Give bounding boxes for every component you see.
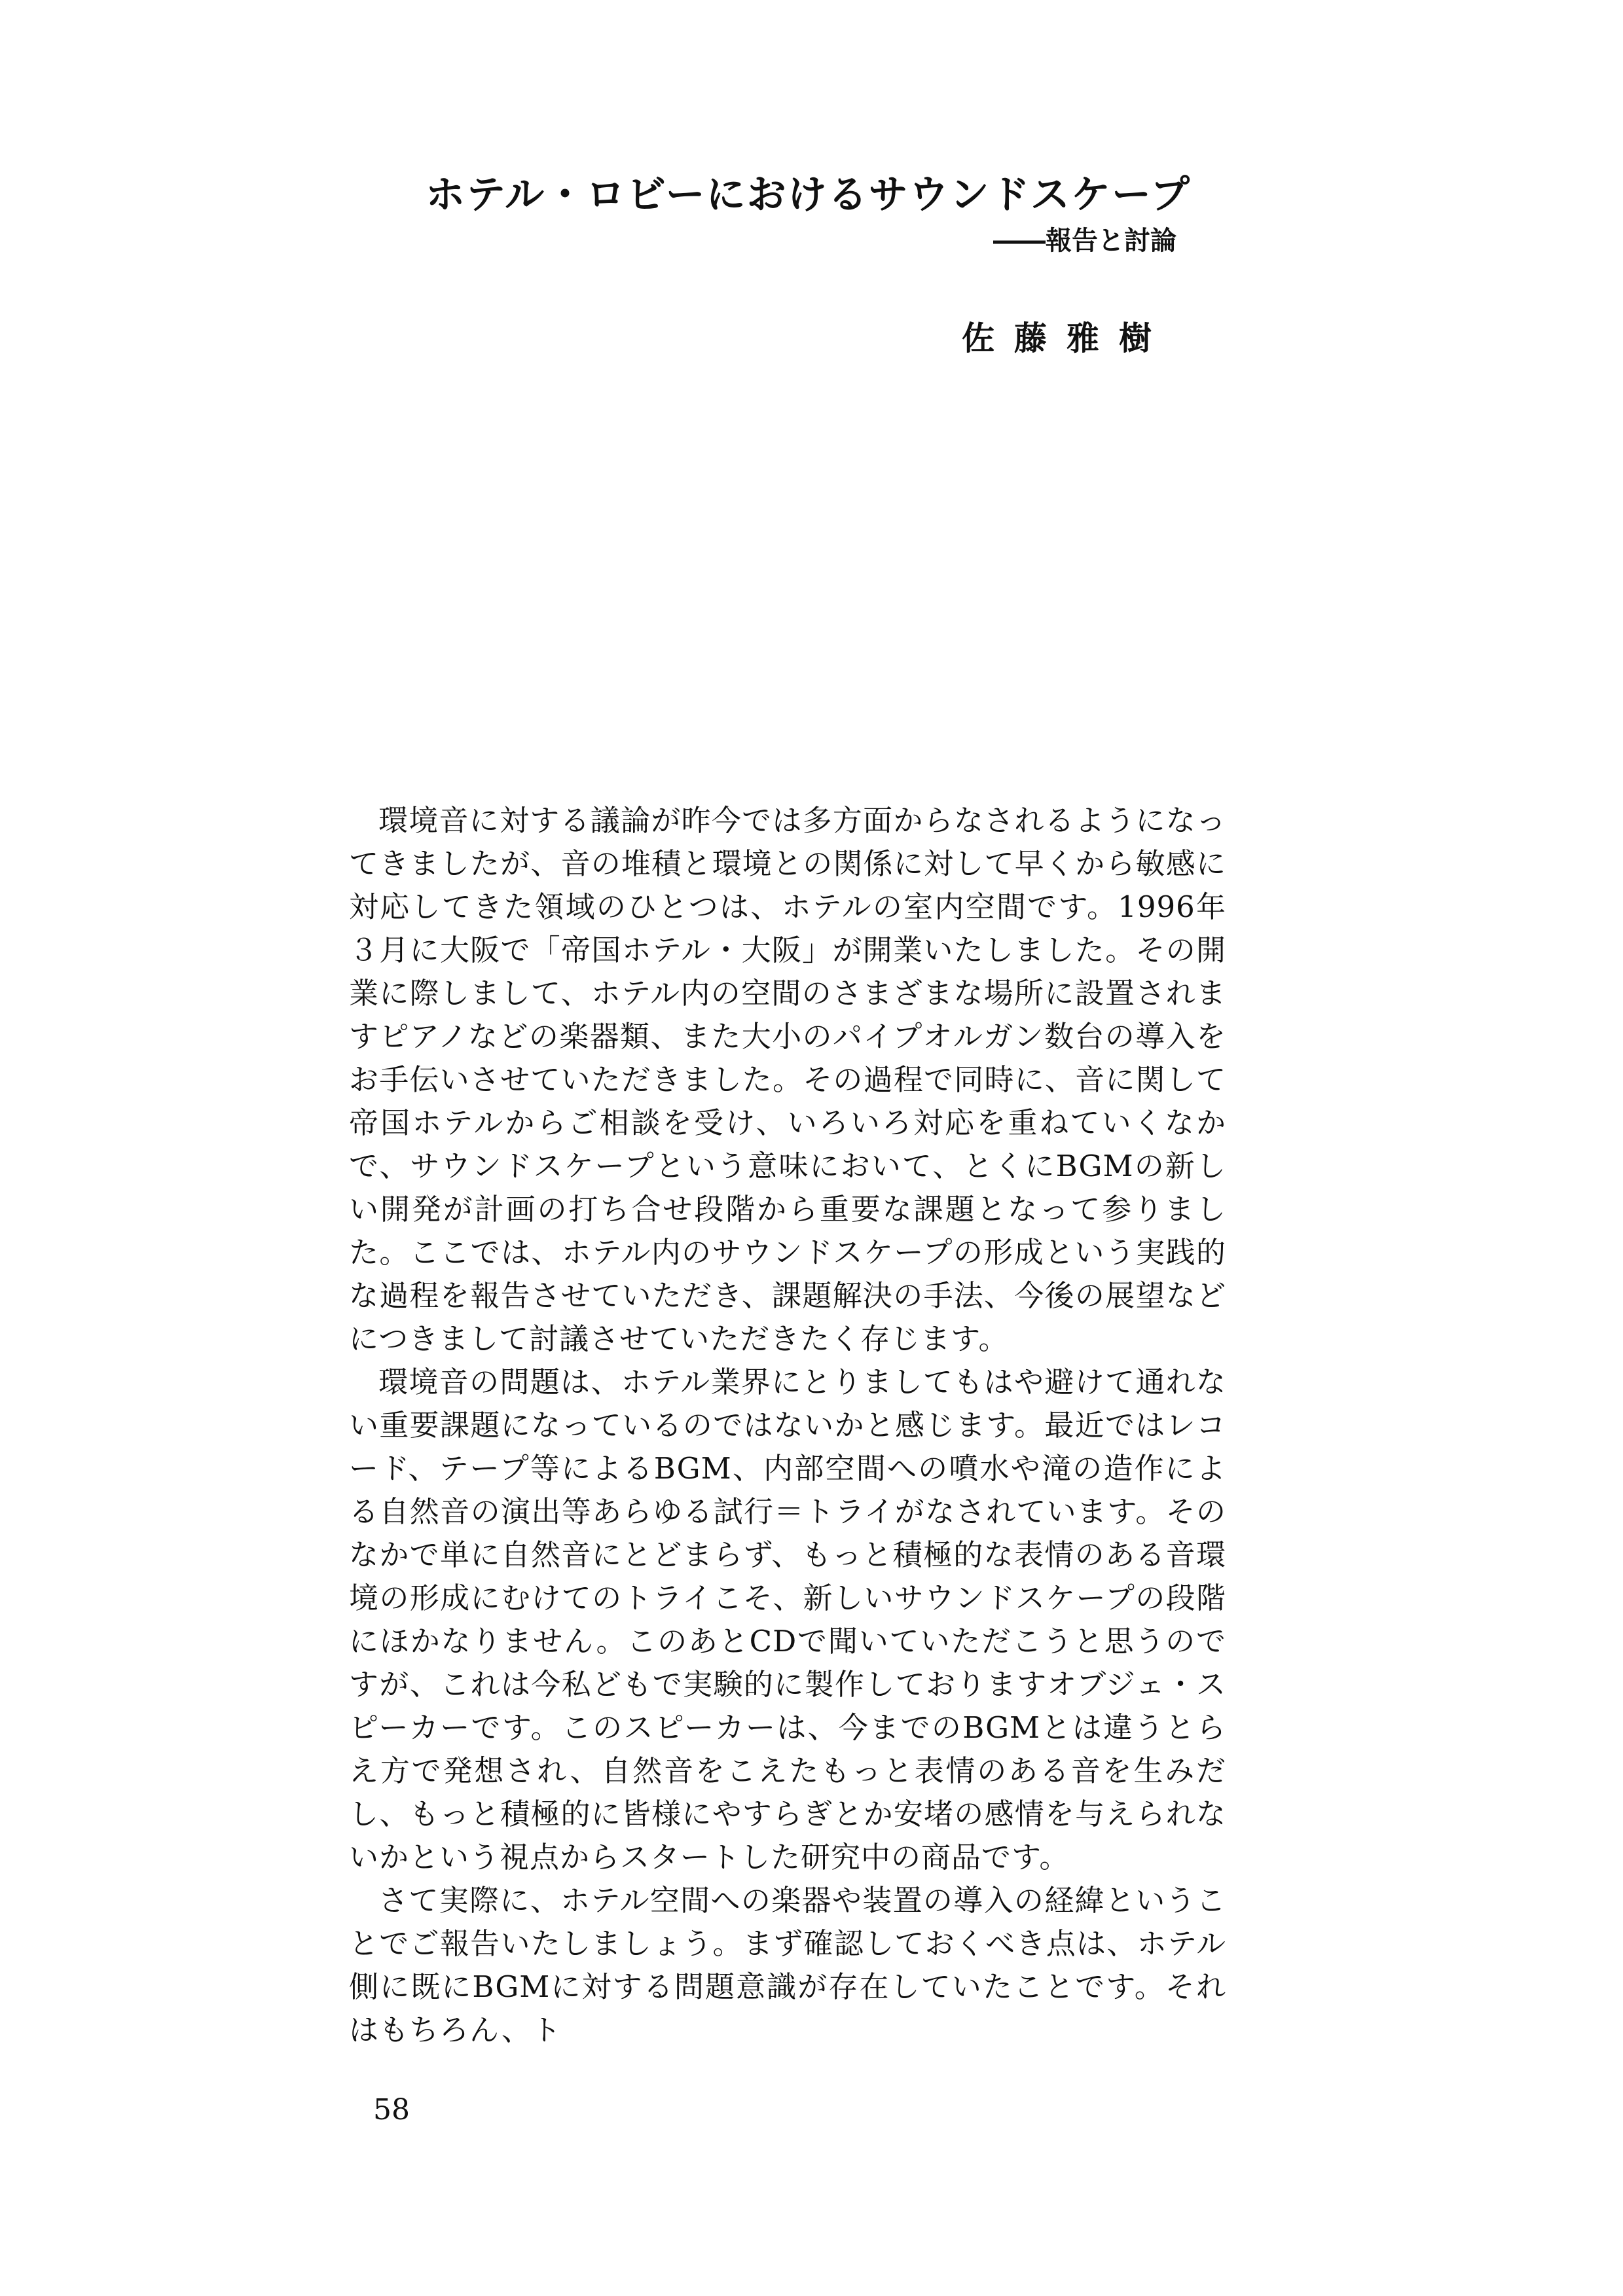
author-name: 佐藤雅樹 — [962, 319, 1171, 357]
page-title: ホテル・ロビーにおけるサウンドスケープ — [426, 172, 1191, 218]
body-text — [349, 799, 1226, 2052]
paragraph-3: さて実際に、ホテル空間への楽器や装置の導入の経緯ということでご報告いたしましょう。まず確認しておくべき点は、ホテル側に既にBGMに対する問題意識が存在していたことです。それはもちろん、ト — [349, 1883, 1226, 2047]
page-subtitle: ――報告と討論 — [993, 226, 1176, 256]
page-number: 58 — [373, 2093, 410, 2126]
paragraph-2: 環境音の問題は、ホテル業界にとりましてもはや避けて通れない重要課題になっているのではないかと感じます。最近ではレコード、テープ等によるBGM、内部空間への噴水や滝の造作による自然音の演出等あらゆる試行＝トライがなされています。そのなかで単に自然音にとどまらず、もっと積極的な表情のある音環境の形成にむけてのトライこそ、新しいサウンドスケープの段階にほかなりません。このあとCDで聞いていただこうと思うのですが、これは今私どもで実験的に製作しておりますオブジェ・スピーカーです。このスピーカーは、今までのBGMとは違うとらえ方で発想され、自然音をこえたもっと表情のある音を生みだし、もっと積極的に皆様にやすらぎとか安堵の感情を与えられないかという視点からスタートした研究中の商品です。 — [349, 1365, 1226, 1874]
paragraph-1: 環境音に対する議論が昨今では多方面からなされるようになってきましたが、音の堆積と環境との関係に対して早くから敏感に対応してきた領域のひとつは、ホテルの室内空間です。1996年３月に大阪で「帝国ホテル・大阪」が開業いたしました。その開業に際しまして、ホテル内の空間のさまざまな場所に設置されますピアノなどの楽器類、また大小のパイプオルガン数台の導入をお手伝いさせていただきました。その過程で同時に、音に関して帝国ホテルからご相談を受け、いろいろ対応を重ねていくなかで、サウンドスケープという意味において、とくにBGMの新しい開発が計画の打ち合せ段階から重要な課題となって参りました。ここでは、ホテル内のサウンドスケープの形成という実践的な過程を報告させていただき、課題解決の手法、今後の展望などにつきまして討議させていただきたく存じます。 — [349, 803, 1226, 1356]
